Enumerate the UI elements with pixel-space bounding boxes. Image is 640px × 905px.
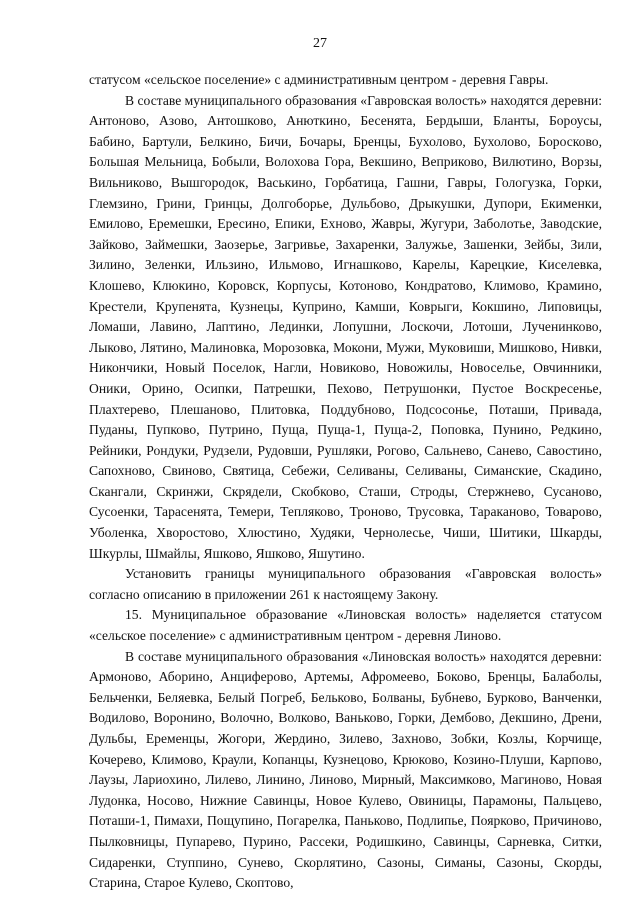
- document-body: [89, 70, 602, 894]
- paragraph-gavrovskaya-borders: Установить границы муниципального образования «Гавровская волость» согласно описанию в приложении 261 к настоящему Закону.: [89, 566, 602, 602]
- paragraph-linovskaya-status: 15. Муниципальное образование «Линовская волость» наделяется статусом «сельское поселение» с административным центром - деревня Линово.: [89, 607, 602, 644]
- paragraph-gavrovskaya-villages: В составе муниципального образования «Гавровская волость» находятся деревни: Антоново, Азово, Антошково, Анюткино, Бесенята, Бердыши, Бланты, Бороусы, Бабино, Бартули, Белкино, Бичи, Бочары, Бренцы, Бухолово, Бухолово, Боросково, Большая Мельница, Бобыли, Волохова Гора, Векшино, Веприково, Вилютино, Ворзы, Вильниково, Вышгородок, Васькино, Горбатица, Гашни, Гавры, Гологузка, Горки, Глемзино, Грини, Гринцы, Долгоборье, Дульбово, Дрыкушки, Дупори, Екименки, Емилово, Еремешки, Ересино, Епики, Ехново, Жавры, Жугури, Заболотье, Заводские, Зайково, Займешки, Заозерье, Загривье, Захаренки, Залужье, Зашенки, Зейбы, Зили, Зилино, Зеленки, Ильзино, Ильмово, Игнашково, Карелы, Карецкие, Киселевка, Клошево, Клюкино, Коровск, Корпусы, Котоново, Кондратово, Климово, Крамино, Крестели, Крупенята, Кузнецы, Куприно, Камши, Коврыги, Кокшино, Липовицы, Ломаши, Лавино, Лаптино, Лединки, Лопушни, Лоскочи, Лотоши, Лученинково, Лыково, Лятино, Малиновка, Морозовка, Мокони, Мужи, Муковиши, Мишково, Нивки, Никончики, Новый Поселок, Нагли, Новиково, Новожилы, Новоселье, Овчинники, Оники, Орино, Осипки, Патрешки, Пехово, Петрушонки, Пустое Воскресенье, Плахтерево, Плешаново, Плитовка, Поддубново, Подсосонье, Поташи, Привада, Пуданы, Пупково, Путрино, Пуща, Пуща-1, Пуща-2, Поповка, Пунино, Редкино, Рейники, Рондуки, Рудзели, Рудовши, Рушляки, Рогово, Сальнево, Санево, Савостино, Сапохново, Свиново, Святица, Себежи, Селиваны, Селиваны, Симанские, Скадино, Скангали, Скринжи, Скрядели, Скобково, Сташи, Строды, Стержнево, Сусаново, Сусоенки, Тарасенята, Темери, Тепляково, Троново, Трусовка, Тараканово, Товарово, Уболенка, Хворостово, Хлюстино, Худяки, Чернолесье, Чиши, Шитики, Шкарды, Шкурлы, Шмайлы, Яшково, Яшково, Яшутино.: [89, 92, 602, 561]
- paragraph-continuation: статусом «сельское поселение» с административным центром - деревня Гавры.: [89, 72, 549, 87]
- page-number: 27: [313, 36, 327, 51]
- paragraph-linovskaya-villages: В составе муниципального образования «Линовская волость» находятся деревни: Армоново, Аборино, Анциферово, Артемы, Афромеево, Боково, Бренцы, Балаболы, Бельченки, Беляевка, Белый Погреб, Бельково, Болваны, Бубнево, Бурково, Ванченки, Водилово, Воронино, Волочно, Волково, Ванько​во, Горки, Дембово, Декшино, Дрени, Дульбы, Ерeменцы, Жогори, Жердино, Зилево, Захново, Зобки, Козлы, Корчище, Кочерево, Климово, Краули, Копанцы, Кузнецово, Крюково, Козино-Плуши, Карпово, Лаузы, Лариохино, Лилево, Линино, Линово, Мирный, Максимково, Магиново, Новая Лудонка, Носово, Нижние Савинцы, Новое Кулево, Овиницы, Парамоны, Пальцево, Поташи-1, Пимахи, Пощупино, Погарелка, Паньково, Подлипье, Поярково, Причиново, Пылковницы, Пупарево, Пурино, Рассеки, Родишкино, Савинцы, Сарневка, Ситки, Сидаренки, Ступпино, Сунево, Скорлятино, Сазоны, Симаны, Сазоны, Скорды, Старина, Старое Кулево, Скоптово,: [89, 648, 602, 891]
